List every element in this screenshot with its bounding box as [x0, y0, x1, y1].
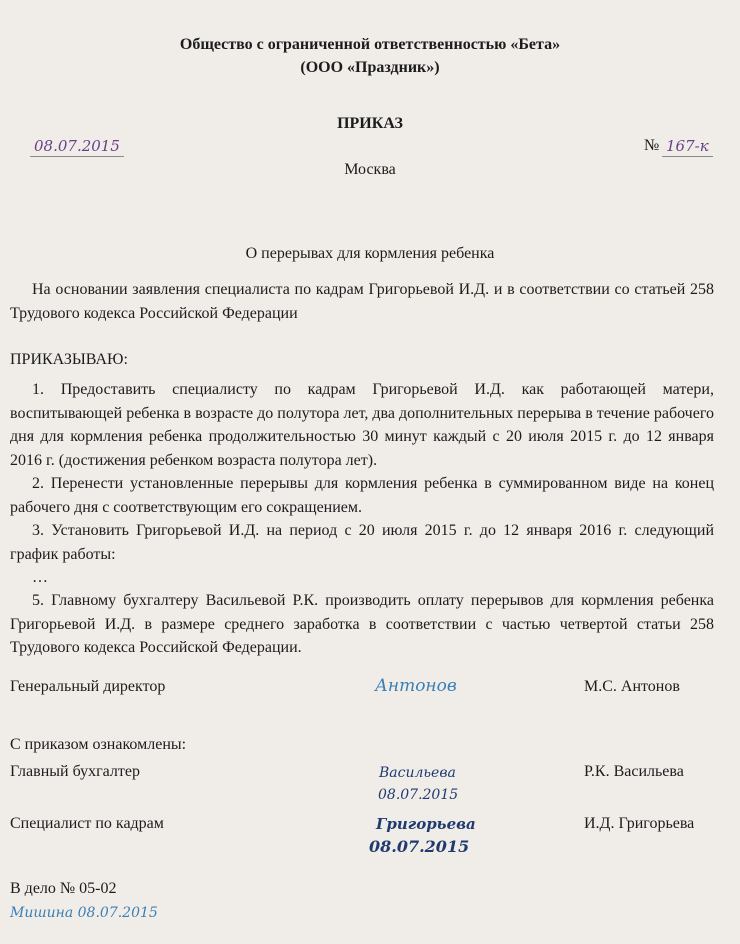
company-name: Общество с ограниченной ответственностью «Бета»: [179, 36, 561, 53]
order-command: ПРИКАЗЫВАЮ:: [10, 351, 128, 368]
accountant-name: Р.К. Васильева: [584, 763, 684, 780]
accountant-position: Главный бухгалтер: [10, 763, 140, 780]
order-date: 08.07.2015: [30, 137, 124, 157]
director-position: Генеральный директор: [10, 678, 166, 695]
accountant-signature: Васильева: [379, 765, 456, 781]
order-item-3: 3. Установить Григорьевой И.Д. на период с 20 июля 2015 г. до 12 января 2016 г. следующий график работы:: [10, 522, 714, 563]
hr-specialist-signature: Григорьева: [376, 815, 476, 833]
hr-specialist-position: Специалист по кадрам: [10, 815, 164, 832]
order-item-1: 1. Предоставить специалисту по кадрам Григорьевой И.Д. как работающей матери, воспитывающей ребенка в возрасте до полутора лет, два дополнительных перерыва в течение рабочего дня для кормления ребенка продолжительностью 30 минут каждый с 20 июля 2015 г. до 12 января 2016 г. (достижения ребенком возраста полутора лет).: [10, 381, 714, 469]
order-ellipsis: …: [32, 569, 48, 586]
hr-specialist-name: И.Д. Григорьева: [584, 815, 695, 832]
director-signature: Антонов: [375, 676, 457, 696]
company-short-name: (ООО «Праздник»): [300, 59, 440, 76]
filing-note: Мишина 08.07.2015: [10, 905, 158, 921]
order-number: 167-к: [662, 137, 713, 157]
order-basis: На основании заявления специалиста по кадрам Григорьевой И.Д. и в соответствии со статьей 258 Трудового кодекса Российской Федерации: [10, 281, 714, 322]
order-item-2: 2. Перенести установленные перерывы для кормления ребенка в суммированном виде на конец рабочего дня с соответствующим его сокращением.: [10, 475, 714, 516]
filing-label: В дело № 05-02: [10, 880, 117, 897]
director-name: М.С. Антонов: [584, 678, 680, 695]
order-item-5: 5. Главному бухгалтеру Васильевой Р.К. производить оплату перерывов для кормления ребенка Григорьевой И.Д. в размере среднего заработка в соответствии с частью четвертой статьи 258 Трудового кодекса Российской Федерации.: [10, 592, 714, 656]
acknowledged-heading: С приказом ознакомлены:: [10, 736, 187, 753]
order-subject: О перерывах для кормления ребенка: [245, 245, 495, 262]
city: Москва: [344, 161, 396, 178]
number-sign: №: [644, 137, 660, 154]
accountant-sign-date: 08.07.2015: [378, 787, 459, 803]
hr-specialist-sign-date: 08.07.2015: [369, 837, 470, 856]
document-title: ПРИКАЗ: [337, 115, 403, 132]
